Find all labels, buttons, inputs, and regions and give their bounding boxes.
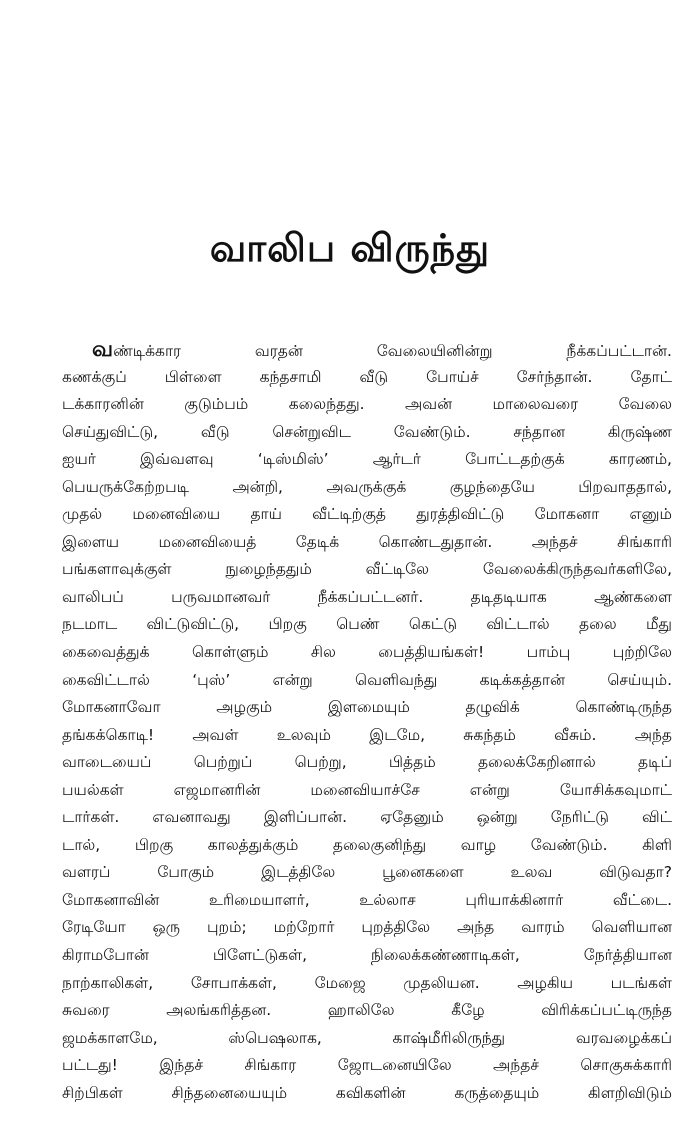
- text-line: டக்காரனின் குடும்பம் கலைந்தது. அவன் மாலைவரை வேலை: [62, 395, 672, 414]
- text-line: வாடையைப் பெற்றுப் பெற்று, பித்தம் தலைக்கேறினால் தடிப்: [62, 753, 672, 772]
- text-line: கணக்குப் பிள்ளை கந்தசாமி வீடு போய்ச் சேர்ந்தான். தோட்: [62, 367, 672, 386]
- text-line-content: ண்டிக்கார வரதன் வேலையினின்று நீக்கப்பட்டான்.: [113, 342, 672, 360]
- text-line: கைவைத்துக் கொள்ளும் சில பைத்தியங்கள்! பாம்பு புற்றிலே: [62, 643, 672, 662]
- chapter-body: [62, 336, 672, 1107]
- text-line: செய்துவிட்டு, வீடு சென்றுவிட வேண்டும். சந்தான கிருஷ்ண: [62, 422, 672, 441]
- text-line: [62, 336, 672, 364]
- text-line: டால், பிறகு காலத்துக்கும் தலைகுனிந்து வாழ வேண்டும். கிளி: [62, 835, 672, 854]
- text-line: ரேடியோ ஒரு புறம்; மற்றோர் புறத்திலே அந்த வாரம் வெளியான: [62, 918, 672, 937]
- text-line: மோகனாவின் உரிமையாளர், உல்லாச புரியாக்கினார் வீட்டை.: [62, 890, 672, 909]
- text-line: சிற்பிகள் சிந்தனையையும் கவிகளின் கருத்தையும் கிளறிவிடும்: [62, 1083, 672, 1102]
- text-line: கிராமபோன் பிளேட்டுகள், நிலைக்கண்ணாடிகள், நேர்த்தியான: [62, 946, 672, 965]
- text-line: நடமாட விட்டுவிட்டு, பிறகு பெண் கெட்டு விட்டால் தலை மீது: [62, 615, 672, 634]
- text-line: நாற்காலிகள், சோபாக்கள், மேஜை முதலியன. அழகிய படங்கள்: [62, 973, 672, 992]
- text-line: ஐயர் இவ்வளவு ‘டிஸ்மிஸ்’ ஆர்டர் போட்டதற்குக் காரணம்,: [62, 450, 672, 469]
- text-line: பெயருக்கேற்றபடி அன்றி, அவருக்குக் குழந்தையே பிறவாததால்,: [62, 477, 672, 496]
- text-line: டார்கள். எவனாவது இளிப்பான். ஏதேனும் ஒன்று நேரிட்டு விட்: [62, 808, 672, 827]
- text-line: வளரப் போகும் இடத்திலே பூனைகளை உலவ விடுவதா?: [62, 863, 672, 882]
- text-line: பட்டது! இந்தச் சிங்கார ஜோடனையிலே அந்தச் சொகுசுக்காரி: [62, 1056, 672, 1075]
- text-line: கைவிட்டால் ‘புஸ்’ என்று வெளிவந்து கடிக்கத்தான் செய்யும்.: [62, 670, 672, 689]
- text-line: முதல் மனைவியை தாய் வீட்டிற்குத் துரத்திவிட்டு மோகனா எனும்: [62, 505, 672, 524]
- text-line: இளைய மனைவியைத் தேடிக் கொண்டதுதான். அந்தச் சிங்காரி: [62, 532, 672, 551]
- text-line: பங்களாவுக்குள் நுழைந்ததும் வீட்டிலே வேலைக்கிருந்தவர்களிலே,: [62, 560, 672, 579]
- text-line: வாலிபப் பருவமானவர் நீக்கப்பட்டனர். தடிதடியாக ஆண்களை: [62, 587, 672, 606]
- text-line: ஜமக்காளமே, ஸ்பெஷலாக, காஷ்மீரிலிருந்து வரவழைக்கப்: [62, 1028, 672, 1047]
- text-line: மோகனாவோ அழகும் இளமையும் தழுவிக் கொண்டிருந்த: [62, 698, 672, 717]
- chapter-title: வாலிப விருந்து: [209, 226, 491, 270]
- drop-cap: வ: [92, 337, 114, 362]
- text-line: பயல்கள் எஜமானரின் மனைவியாச்சே என்று யோசிக்கவுமாட்: [62, 780, 672, 799]
- text-line: தங்கக்கொடி! அவள் உலவும் இடமே, சுகந்தம் வீசும். அந்த: [62, 725, 672, 744]
- text-line: சுவரை அலங்கரித்தன. ஹாலிலே கீழே விரிக்கப்பட்டிருந்த: [62, 1001, 672, 1020]
